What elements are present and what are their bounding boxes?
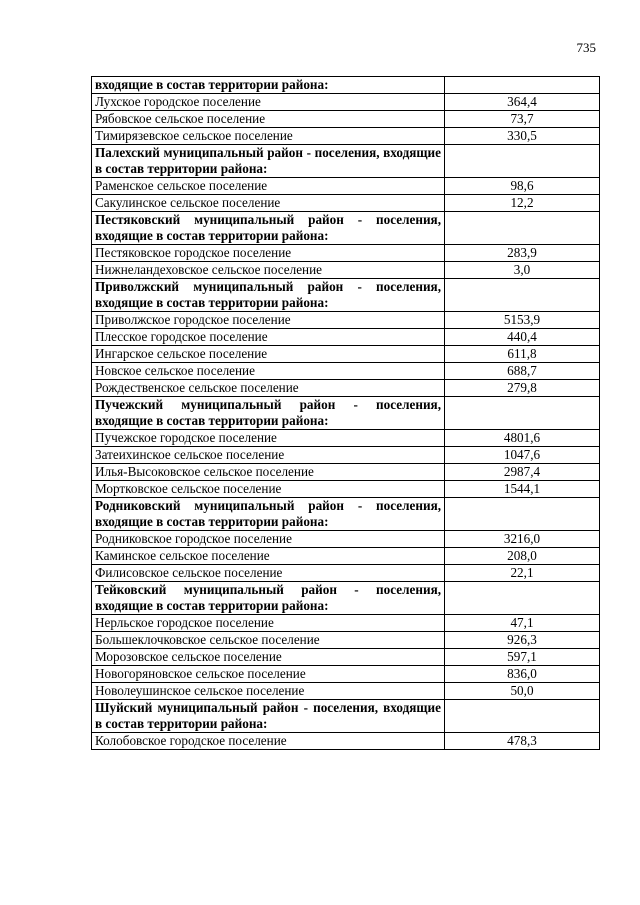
settlement-value [445,212,600,245]
settlement-row [92,464,600,481]
settlement-value [445,498,600,531]
settlement-row [92,548,600,565]
settlement-row [92,531,600,548]
settlement-value: 208,0 [445,548,600,565]
settlement-name: Затеихинское сельское поселение [92,447,445,464]
settlement-value: 1047,6 [445,447,600,464]
settlement-name: Новогоряновское сельское поселение [92,666,445,683]
settlement-row [92,111,600,128]
district-heading: Палехский муниципальный район - поселения, входящие в состав территории района: [92,145,445,178]
settlement-value: 364,4 [445,94,600,111]
settlement-value: 440,4 [445,329,600,346]
settlement-name: Рябовское сельское поселение [92,111,445,128]
settlement-value: 688,7 [445,363,600,380]
settlement-value: 611,8 [445,346,600,363]
settlement-row [92,481,600,498]
settlement-value [445,77,600,94]
district-heading: Пучежский муниципальный район - поселения, входящие в состав территории района: [92,397,445,430]
settlement-name: Раменское сельское поселение [92,178,445,195]
settlement-row [92,94,600,111]
settlement-row [92,430,600,447]
district-heading: входящие в состав территории района: [92,77,445,94]
settlement-name: Лухское городское поселение [92,94,445,111]
settlement-name: Новолеушинское сельское поселение [92,683,445,700]
district-header-row [92,700,600,733]
settlement-name: Тимирязевское сельское поселение [92,128,445,145]
settlement-row [92,615,600,632]
settlement-value: 98,6 [445,178,600,195]
settlement-row [92,262,600,279]
settlement-value: 1544,1 [445,481,600,498]
settlement-name: Приволжское городское поселение [92,312,445,329]
district-header-row [92,397,600,430]
settlements-table [91,76,600,750]
district-heading: Тейковский муниципальный район - поселения, входящие в состав территории района: [92,582,445,615]
settlement-value: 47,1 [445,615,600,632]
settlement-row [92,363,600,380]
district-heading: Шуйский муниципальный район - поселения, входящие в состав территории района: [92,700,445,733]
settlement-value [445,700,600,733]
settlement-row [92,245,600,262]
settlement-row [92,649,600,666]
settlement-name: Филисовское сельское поселение [92,565,445,582]
settlement-value: 2987,4 [445,464,600,481]
settlement-row [92,565,600,582]
settlement-name: Пучежское городское поселение [92,430,445,447]
settlement-value: 3,0 [445,262,600,279]
settlements-table-body [92,77,600,750]
settlement-name: Сакулинское сельское поселение [92,195,445,212]
settlement-name: Каминское сельское поселение [92,548,445,565]
settlement-name: Ингарское сельское поселение [92,346,445,363]
settlement-row [92,380,600,397]
settlement-name: Илья-Высоковское сельское поселение [92,464,445,481]
settlement-name: Колобовское городское поселение [92,733,445,750]
settlement-name: Плесское городское поселение [92,329,445,346]
settlement-value: 478,3 [445,733,600,750]
district-header-row [92,145,600,178]
district-heading: Приволжский муниципальный район - поселения, входящие в состав территории района: [92,279,445,312]
settlement-value: 3216,0 [445,531,600,548]
settlement-value: 22,1 [445,565,600,582]
settlement-row [92,329,600,346]
settlement-value: 330,5 [445,128,600,145]
settlement-value: 5153,9 [445,312,600,329]
settlement-row [92,312,600,329]
settlement-name: Мортковское сельское поселение [92,481,445,498]
settlement-row [92,447,600,464]
settlement-row [92,632,600,649]
settlement-value [445,397,600,430]
district-header-row [92,279,600,312]
settlement-name: Морозовское сельское поселение [92,649,445,666]
settlement-value [445,145,600,178]
settlement-name: Нерльское городское поселение [92,615,445,632]
district-header-row [92,582,600,615]
settlement-value: 283,9 [445,245,600,262]
settlement-row [92,666,600,683]
settlement-name: Рождественское сельское поселение [92,380,445,397]
settlement-name: Родниковское городское поселение [92,531,445,548]
settlement-value: 836,0 [445,666,600,683]
settlement-value [445,582,600,615]
settlement-name: Пестяковское городское поселение [92,245,445,262]
settlement-name: Нижнеландеховское сельское поселение [92,262,445,279]
district-header-row [92,212,600,245]
district-header-row [92,498,600,531]
district-heading: Пестяковский муниципальный район - поселения, входящие в состав территории района: [92,212,445,245]
settlement-row [92,195,600,212]
settlement-value: 4801,6 [445,430,600,447]
settlement-name: Новское сельское поселение [92,363,445,380]
settlement-value: 50,0 [445,683,600,700]
settlement-value: 279,8 [445,380,600,397]
district-heading: Родниковский муниципальный район - поселения, входящие в состав территории района: [92,498,445,531]
settlement-value: 12,2 [445,195,600,212]
settlement-value [445,279,600,312]
settlement-value: 926,3 [445,632,600,649]
settlement-row [92,346,600,363]
settlement-value: 73,7 [445,111,600,128]
settlement-row [92,178,600,195]
settlement-name: Большеклочковское сельское поселение [92,632,445,649]
settlement-row [92,733,600,750]
settlement-row [92,683,600,700]
settlement-value: 597,1 [445,649,600,666]
page-number: 735 [576,40,596,55]
settlement-row [92,128,600,145]
district-header-row [92,77,600,94]
